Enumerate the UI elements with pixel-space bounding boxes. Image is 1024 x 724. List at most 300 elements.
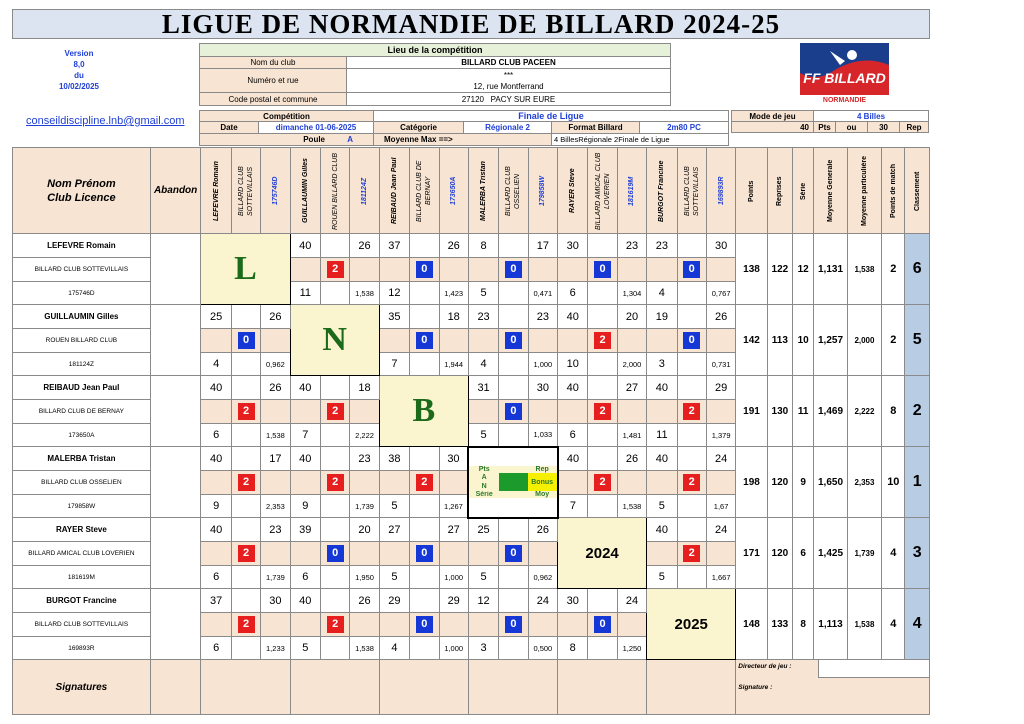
player-licence: 169893R bbox=[13, 637, 151, 660]
col-player-licence: 181124Z bbox=[361, 176, 369, 205]
player-club: BILLARD CLUB SOTTEVILLAIS bbox=[13, 613, 151, 637]
points-de-match: 4 bbox=[882, 589, 905, 660]
result-moy: 2,353 bbox=[261, 495, 290, 518]
total-reprises: 133 bbox=[767, 589, 792, 660]
result-rep[interactable]: 18 bbox=[350, 376, 379, 400]
legend-pts: Pts bbox=[469, 466, 499, 473]
match-points-badge: 2 bbox=[683, 403, 700, 420]
result-rep[interactable]: 23 bbox=[617, 234, 646, 258]
categorie-label: Catégorie bbox=[374, 122, 464, 134]
result-serie[interactable]: 5 bbox=[468, 566, 498, 589]
competition-table bbox=[199, 110, 729, 146]
result-rep[interactable]: 29 bbox=[439, 589, 468, 613]
match-points-badge: 0 bbox=[505, 403, 522, 420]
player-licence: 173650A bbox=[13, 424, 151, 447]
signature-cell[interactable] bbox=[647, 660, 736, 715]
points-de-match: 2 bbox=[882, 234, 905, 305]
result-rep[interactable]: 30 bbox=[528, 376, 557, 400]
result-pts[interactable]: 35 bbox=[379, 305, 409, 329]
diagonal-cell: N bbox=[290, 305, 379, 376]
result-serie[interactable]: 8 bbox=[558, 637, 588, 660]
result-rep[interactable]: 24 bbox=[528, 589, 557, 613]
result-serie[interactable]: 6 bbox=[558, 282, 588, 305]
points-de-match: 8 bbox=[882, 376, 905, 447]
version-number: 8,0 bbox=[73, 60, 85, 69]
total-reprises: 113 bbox=[767, 305, 792, 376]
lieu-header: Lieu de la compétition bbox=[200, 44, 671, 57]
mode-label: Mode de jeu bbox=[732, 111, 814, 122]
col-player-name: RAYER Steve bbox=[569, 168, 577, 213]
result-rep[interactable]: 26 bbox=[528, 518, 557, 542]
legend-serie: Série bbox=[469, 491, 499, 498]
col-player-name: LEFEVRE Romain bbox=[212, 160, 220, 221]
player-name: MALERBA Tristan bbox=[13, 447, 151, 471]
result-moy: 1,739 bbox=[261, 566, 290, 589]
result-moy: 1,67 bbox=[706, 495, 735, 518]
diagonal-cell: L bbox=[201, 234, 290, 305]
competition-label: Compétition bbox=[200, 111, 374, 122]
moyenne-generale: 1,425 bbox=[814, 518, 847, 589]
result-serie[interactable]: 5 bbox=[647, 495, 677, 518]
match-points-badge: 0 bbox=[238, 332, 255, 349]
result-moy: 1,538 bbox=[617, 495, 646, 518]
result-pts[interactable]: 40 bbox=[647, 447, 677, 471]
result-moy: 1,423 bbox=[439, 282, 468, 305]
classement: 1 bbox=[905, 447, 930, 518]
header-reprises: Reprises bbox=[776, 175, 784, 206]
best-serie: 12 bbox=[793, 234, 814, 305]
result-pts[interactable]: 40 bbox=[290, 376, 320, 400]
result-moy: 1,304 bbox=[617, 282, 646, 305]
result-serie[interactable]: 3 bbox=[468, 637, 498, 660]
result-serie[interactable]: 7 bbox=[290, 424, 320, 447]
match-points-badge: 2 bbox=[238, 545, 255, 562]
result-moy: 0,962 bbox=[261, 353, 290, 376]
result-rep[interactable]: 23 bbox=[261, 518, 290, 542]
result-moy: 1,481 bbox=[617, 424, 646, 447]
player-name: GUILLAUMIN Gilles bbox=[13, 305, 151, 329]
best-serie: 11 bbox=[793, 376, 814, 447]
result-rep[interactable]: 27 bbox=[439, 518, 468, 542]
signature-cell[interactable] bbox=[201, 660, 290, 715]
result-moy: 1,538 bbox=[350, 637, 379, 660]
diagonal-cell: 2024 bbox=[558, 518, 647, 589]
result-pts[interactable]: 40 bbox=[290, 447, 320, 471]
signature-cell[interactable] bbox=[290, 660, 379, 715]
match-points-badge: 2 bbox=[238, 403, 255, 420]
result-moy: 1,033 bbox=[528, 424, 557, 447]
result-pts[interactable]: 40 bbox=[558, 376, 588, 400]
result-rep[interactable]: 23 bbox=[350, 447, 379, 471]
table-row bbox=[13, 589, 930, 613]
legend-moy: Moy bbox=[528, 491, 557, 498]
signatures-label: Signatures bbox=[13, 660, 151, 715]
col-player-club: BILLARD CLUB SOTTEVILLAIS bbox=[238, 165, 255, 216]
result-serie[interactable]: 6 bbox=[201, 566, 231, 589]
match-points-badge: 0 bbox=[327, 545, 344, 562]
match-points-badge: 0 bbox=[683, 332, 700, 349]
best-serie: 6 bbox=[793, 518, 814, 589]
match-points-badge: 2 bbox=[327, 616, 344, 633]
result-rep[interactable]: 26 bbox=[439, 234, 468, 258]
result-serie[interactable]: 6 bbox=[201, 424, 231, 447]
col-player-club: ROUEN BILLARD CLUB bbox=[331, 151, 339, 230]
abandon-cell[interactable] bbox=[150, 305, 201, 376]
player-header: Nom Prénom Club Licence bbox=[47, 177, 116, 204]
result-rep[interactable]: 26 bbox=[617, 447, 646, 471]
poule-value: A bbox=[347, 135, 354, 144]
col-player-licence: 179858W bbox=[539, 175, 547, 206]
result-rep[interactable]: 30 bbox=[439, 447, 468, 471]
col-player-club: BILLARD CLUB SOTTEVILLAIS bbox=[683, 165, 700, 216]
classement: 4 bbox=[905, 589, 930, 660]
result-rep[interactable]: 23 bbox=[528, 305, 557, 329]
player-licence: 175746D bbox=[13, 282, 151, 305]
result-serie[interactable]: 4 bbox=[379, 637, 409, 660]
result-serie[interactable]: 5 bbox=[379, 495, 409, 518]
moyenne-particuliere: 2,222 bbox=[847, 376, 881, 447]
col-player-name: REIBAUD Jean Paul bbox=[390, 157, 398, 224]
result-pts[interactable]: 23 bbox=[468, 305, 498, 329]
result-rep[interactable]: 24 bbox=[706, 518, 735, 542]
result-serie[interactable]: 5 bbox=[290, 637, 320, 660]
mode-value: 4 Billes bbox=[814, 111, 929, 122]
moyenne-particuliere: 1,739 bbox=[847, 518, 881, 589]
mode-rep: 30 bbox=[868, 122, 900, 133]
result-moy: 0,500 bbox=[528, 637, 557, 660]
result-rep[interactable]: 26 bbox=[350, 589, 379, 613]
total-reprises: 130 bbox=[767, 376, 792, 447]
col-player-licence: 169893R bbox=[717, 176, 725, 205]
moyenne-particuliere: 1,538 bbox=[847, 234, 881, 305]
club-value: BILLARD CLUB PACEEN bbox=[347, 57, 671, 69]
result-pts[interactable]: 37 bbox=[201, 589, 231, 613]
match-points-badge: 0 bbox=[416, 616, 433, 633]
result-moy: 2,222 bbox=[350, 424, 379, 447]
version-label: Version bbox=[64, 49, 94, 58]
match-points-badge: 2 bbox=[683, 545, 700, 562]
result-moy: 0,962 bbox=[528, 566, 557, 589]
moyenne-particuliere: 2,353 bbox=[847, 447, 881, 518]
table-row bbox=[13, 447, 930, 471]
signature-cell[interactable] bbox=[468, 660, 557, 715]
abandon-cell[interactable] bbox=[150, 376, 201, 447]
result-moy: 1,667 bbox=[706, 566, 735, 589]
result-pts[interactable]: 19 bbox=[647, 305, 677, 329]
poule-label: Poule bbox=[303, 135, 325, 144]
format-label: Format Billard bbox=[552, 122, 640, 134]
rue-label: Numéro et rue bbox=[200, 69, 347, 93]
result-pts[interactable]: 40 bbox=[647, 376, 677, 400]
classement: 6 bbox=[905, 234, 930, 305]
result-rep[interactable]: 17 bbox=[261, 447, 290, 471]
col-player-club: BILLARD CLUB DE BERNAY bbox=[416, 159, 433, 222]
result-rep[interactable]: 24 bbox=[617, 589, 646, 613]
points-de-match: 10 bbox=[882, 447, 905, 518]
mode-table bbox=[731, 110, 929, 133]
result-pts[interactable]: 40 bbox=[290, 234, 320, 258]
result-serie[interactable]: 3 bbox=[647, 353, 677, 376]
mode-pts: 40 bbox=[732, 122, 814, 133]
player-club: ROUEN BILLARD CLUB bbox=[13, 329, 151, 353]
result-serie[interactable]: 5 bbox=[379, 566, 409, 589]
abandon-cell[interactable] bbox=[150, 589, 201, 660]
moyenne-generale: 1,257 bbox=[814, 305, 847, 376]
moyenne-particuliere: 2,000 bbox=[847, 305, 881, 376]
directeur-label: Directeur de jeu : bbox=[736, 660, 818, 678]
result-pts[interactable]: 39 bbox=[290, 518, 320, 542]
result-pts[interactable]: 31 bbox=[468, 376, 498, 400]
result-moy: 0,731 bbox=[706, 353, 735, 376]
player-name: REIBAUD Jean Paul bbox=[13, 376, 151, 400]
moyenne-generale: 1,113 bbox=[814, 589, 847, 660]
competition-info: 4 BillesRégionale 2Finale de Ligue bbox=[552, 134, 729, 146]
results-grid bbox=[12, 147, 930, 715]
result-serie[interactable]: 6 bbox=[290, 566, 320, 589]
abandon-cell[interactable] bbox=[150, 518, 201, 589]
total-points: 198 bbox=[736, 447, 767, 518]
header-points: Points bbox=[748, 179, 755, 202]
player-name: LEFEVRE Romain bbox=[13, 234, 151, 258]
result-pts[interactable]: 40 bbox=[201, 376, 231, 400]
legend-rep: Rep bbox=[528, 466, 557, 473]
version-date: 10/02/2025 bbox=[58, 82, 100, 91]
result-rep[interactable]: 29 bbox=[706, 376, 735, 400]
result-rep[interactable]: 30 bbox=[706, 234, 735, 258]
version-block bbox=[14, 44, 144, 96]
result-rep[interactable]: 30 bbox=[261, 589, 290, 613]
result-moy: 1,739 bbox=[350, 495, 379, 518]
total-points: 171 bbox=[736, 518, 767, 589]
result-moy: 1,267 bbox=[439, 495, 468, 518]
table-row bbox=[13, 376, 930, 400]
classement: 3 bbox=[905, 518, 930, 589]
competition-value: Finale de Ligue bbox=[374, 111, 729, 122]
result-pts[interactable]: 23 bbox=[647, 234, 677, 258]
result-moy: 1,538 bbox=[261, 424, 290, 447]
match-points-badge: 2 bbox=[416, 474, 433, 491]
result-serie[interactable]: 4 bbox=[201, 353, 231, 376]
result-rep[interactable]: 26 bbox=[350, 234, 379, 258]
result-moy: 1,000 bbox=[439, 566, 468, 589]
points-de-match: 4 bbox=[882, 518, 905, 589]
match-points-badge: 0 bbox=[505, 332, 522, 349]
player-club: BILLARD CLUB OSSELIEN bbox=[13, 471, 151, 495]
table-row bbox=[13, 518, 930, 542]
result-rep[interactable]: 26 bbox=[261, 305, 290, 329]
result-moy: 2,000 bbox=[617, 353, 646, 376]
result-rep[interactable]: 20 bbox=[350, 518, 379, 542]
result-serie[interactable]: 11 bbox=[647, 424, 677, 447]
result-pts[interactable]: 40 bbox=[201, 447, 231, 471]
lieu-table bbox=[199, 43, 671, 106]
result-serie[interactable]: 7 bbox=[379, 353, 409, 376]
player-licence: 181619M bbox=[13, 566, 151, 589]
result-serie[interactable]: 4 bbox=[468, 353, 498, 376]
result-serie[interactable]: 5 bbox=[468, 282, 498, 305]
match-points-badge: 0 bbox=[683, 261, 700, 278]
classement: 2 bbox=[905, 376, 930, 447]
best-serie: 9 bbox=[793, 447, 814, 518]
director-block bbox=[736, 660, 930, 715]
result-pts[interactable]: 37 bbox=[379, 234, 409, 258]
diagonal-cell: 2025 bbox=[647, 589, 736, 660]
match-points-badge: 2 bbox=[327, 474, 344, 491]
email-link[interactable]: conseildiscipline.lnb@gmail.com bbox=[26, 115, 185, 127]
header-classement: Classement bbox=[913, 170, 921, 211]
total-points: 148 bbox=[736, 589, 767, 660]
header-serie: Série bbox=[799, 181, 807, 200]
best-serie: 10 bbox=[793, 305, 814, 376]
result-rep[interactable]: 27 bbox=[617, 376, 646, 400]
result-moy: 1,538 bbox=[350, 282, 379, 305]
result-serie[interactable]: 11 bbox=[290, 282, 320, 305]
result-pts[interactable]: 25 bbox=[468, 518, 498, 542]
match-points-badge: 2 bbox=[238, 616, 255, 633]
moyenne-generale: 1,131 bbox=[814, 234, 847, 305]
result-serie[interactable]: 5 bbox=[647, 566, 677, 589]
logo-text: FF BILLARD bbox=[803, 70, 886, 86]
total-points: 138 bbox=[736, 234, 767, 305]
directeur-field[interactable] bbox=[818, 660, 929, 678]
cp-label: Code postal et commune bbox=[200, 93, 347, 106]
result-pts[interactable]: 30 bbox=[558, 234, 588, 258]
result-serie[interactable]: 7 bbox=[558, 495, 588, 518]
result-pts[interactable]: 40 bbox=[558, 305, 588, 329]
match-points-badge: 0 bbox=[416, 545, 433, 562]
ffbillard-logo bbox=[800, 43, 889, 105]
result-serie[interactable]: 9 bbox=[290, 495, 320, 518]
result-moy: 1,233 bbox=[261, 637, 290, 660]
col-player-name: MALERBA Tristan bbox=[480, 160, 488, 221]
legend-a: A bbox=[481, 474, 487, 481]
result-rep[interactable]: 17 bbox=[528, 234, 557, 258]
result-pts[interactable]: 38 bbox=[379, 447, 409, 471]
total-points: 142 bbox=[736, 305, 767, 376]
result-pts[interactable]: 40 bbox=[647, 518, 677, 542]
signature-cell[interactable] bbox=[379, 660, 468, 715]
result-rep[interactable]: 18 bbox=[439, 305, 468, 329]
result-rep[interactable]: 26 bbox=[706, 305, 735, 329]
points-de-match: 2 bbox=[882, 305, 905, 376]
best-serie: 8 bbox=[793, 589, 814, 660]
abandon-header: Abandon bbox=[150, 148, 201, 234]
club-label: Nom du club bbox=[200, 57, 347, 69]
match-points-badge: 2 bbox=[683, 474, 700, 491]
result-serie[interactable]: 4 bbox=[647, 282, 677, 305]
format-value: 2m80 PC bbox=[640, 122, 729, 134]
result-rep[interactable]: 20 bbox=[617, 305, 646, 329]
col-player-licence: 181619M bbox=[628, 175, 636, 206]
result-serie[interactable]: 9 bbox=[201, 495, 231, 518]
signature-label: Signature : bbox=[736, 678, 929, 714]
result-pts[interactable]: 40 bbox=[290, 589, 320, 613]
abandon-cell[interactable] bbox=[150, 447, 201, 518]
result-pts[interactable]: 27 bbox=[379, 518, 409, 542]
col-player-club: BILLARD AMICAL CLUB LOVERIEN bbox=[594, 151, 611, 230]
commune-value: PACY SUR EURE bbox=[490, 94, 556, 104]
result-moy: 1,000 bbox=[439, 637, 468, 660]
header-moy_gen: Moyenne Generale bbox=[827, 159, 835, 222]
player-club: BILLARD AMICAL CLUB LOVERIEN bbox=[13, 542, 151, 566]
logo-sub: NORMANDIE bbox=[800, 95, 889, 105]
result-moy: 1,944 bbox=[439, 353, 468, 376]
result-serie[interactable]: 12 bbox=[379, 282, 409, 305]
result-moy: 0,767 bbox=[706, 282, 735, 305]
result-serie[interactable]: 10 bbox=[558, 353, 588, 376]
mode-pts-label: Pts bbox=[814, 122, 836, 133]
player-club: BILLARD CLUB SOTTEVILLAIS bbox=[13, 258, 151, 282]
match-points-badge: 2 bbox=[327, 403, 344, 420]
rue-extra: *** bbox=[503, 70, 514, 80]
match-points-badge: 0 bbox=[416, 261, 433, 278]
match-points-badge: 0 bbox=[505, 261, 522, 278]
mode-rep-label: Rep bbox=[900, 122, 929, 133]
date-label: Date bbox=[200, 122, 259, 134]
moyenne-generale: 1,469 bbox=[814, 376, 847, 447]
moyenne-generale: 1,650 bbox=[814, 447, 847, 518]
col-player-name: GUILLAUMIN Gilles bbox=[301, 158, 309, 223]
table-row bbox=[13, 234, 930, 258]
rue-value: 12, rue Montferrand bbox=[473, 81, 544, 91]
moyenne-particuliere: 1,538 bbox=[847, 589, 881, 660]
col-player-club: BILLARD CLUB OSSELIEN bbox=[505, 165, 522, 216]
moyenne-max-label: Moyenne Max ==> bbox=[374, 134, 552, 146]
result-pts[interactable]: 8 bbox=[468, 234, 498, 258]
diagonal-cell: B bbox=[379, 376, 468, 447]
result-moy: 1,000 bbox=[528, 353, 557, 376]
mode-ou: ou bbox=[836, 122, 868, 133]
player-club: BILLARD CLUB DE BERNAY bbox=[13, 400, 151, 424]
result-pts[interactable]: 30 bbox=[558, 589, 588, 613]
match-points-badge: 0 bbox=[416, 332, 433, 349]
result-moy: 1,950 bbox=[350, 566, 379, 589]
player-name: RAYER Steve bbox=[13, 518, 151, 542]
match-points-badge: 0 bbox=[505, 545, 522, 562]
result-serie[interactable]: 6 bbox=[558, 424, 588, 447]
result-serie[interactable]: 6 bbox=[201, 637, 231, 660]
abandon-cell[interactable] bbox=[150, 234, 201, 305]
match-points-badge: 2 bbox=[594, 403, 611, 420]
result-serie[interactable]: 5 bbox=[468, 424, 498, 447]
result-rep[interactable]: 26 bbox=[261, 376, 290, 400]
table-row bbox=[13, 305, 930, 329]
total-reprises: 120 bbox=[767, 518, 792, 589]
result-rep[interactable]: 24 bbox=[706, 447, 735, 471]
result-moy: 1,379 bbox=[706, 424, 735, 447]
total-reprises: 120 bbox=[767, 447, 792, 518]
result-pts[interactable]: 12 bbox=[468, 589, 498, 613]
categorie-value: Régionale 2 bbox=[464, 122, 552, 134]
result-pts[interactable]: 25 bbox=[201, 305, 231, 329]
result-pts[interactable]: 40 bbox=[201, 518, 231, 542]
result-pts[interactable]: 29 bbox=[379, 589, 409, 613]
page-title: LIGUE DE NORMANDIE DE BILLARD 2024-25 bbox=[12, 9, 930, 39]
classement: 5 bbox=[905, 305, 930, 376]
match-points-badge: 2 bbox=[238, 474, 255, 491]
match-points-badge: 2 bbox=[594, 332, 611, 349]
result-pts[interactable]: 40 bbox=[558, 447, 588, 471]
match-points-badge: 0 bbox=[505, 616, 522, 633]
total-points: 191 bbox=[736, 376, 767, 447]
result-moy: 0,471 bbox=[528, 282, 557, 305]
col-player-licence: 175746D bbox=[271, 176, 279, 205]
match-points-badge: 0 bbox=[594, 261, 611, 278]
header-moy_part: Moyenne particulière bbox=[860, 155, 868, 226]
col-player-name: BURGOT Francine bbox=[658, 159, 666, 222]
version-du: du bbox=[74, 71, 84, 80]
signature-cell[interactable] bbox=[558, 660, 647, 715]
